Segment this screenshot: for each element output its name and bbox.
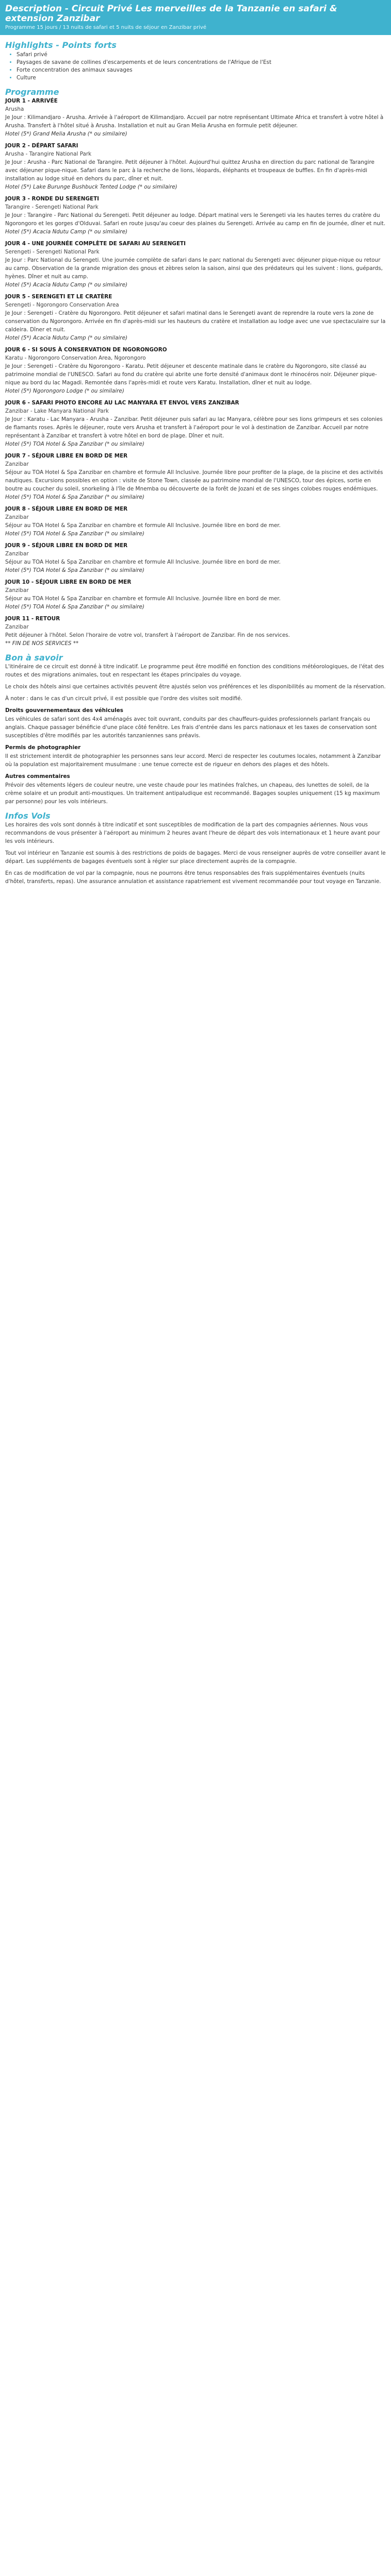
day-title: JOUR 11 - RETOUR xyxy=(5,616,60,622)
program-heading: Programme xyxy=(5,87,59,97)
day-description: Je Jour : Karatu - Lac Manyara - Arusha - Zanzibar. Petit déjeuner puis safari au lac Manyara, célèbre pour ses lions grimpeurs et ses colonies de flamants roses. Après le déjeuner, route vers Arusha et transfert à l'aéroport pour le vol à destination de Zanzibar. Accueil par notre représentant à Zanzibar et transfert à votre hôtel en bord de plage. Dîner et nuit. xyxy=(5,416,383,439)
day-route: Zanzibar xyxy=(5,461,29,467)
highlight-item: • Culture xyxy=(17,74,386,82)
page xyxy=(0,0,391,897)
day-hotel: Hotel (5*) TOA Hotel & Spa Zanzibar (* ou similaire) xyxy=(5,567,144,573)
flight-info-paragraph: Les horaires des vols sont donnés à titre indicatif et sont susceptibles de modification de la part des compagnies aériennes. Nous vous recommandons de vous présenter à l'aéroport au minimum 2 heures avant l'heure de départ des vols internationaux et 1 heure avant pour les vols intérieurs. xyxy=(5,822,380,844)
day-description: Je Jour : Arusha - Parc National de Tarangire. Petit déjeuner à l'hôtel. Aujourd'hui quittez Arusha en direction du parc national de Tarangire avec déjeuner pique-nique. Safari dans le parc à la recherche de lions, léopards, éléphants et troupeaux de buffles. En fin d'après-midi installation au lodge situé en dehors du parc, dîner et nuit. xyxy=(5,159,374,182)
day-route: Serengeti - Serengeti National Park xyxy=(5,249,100,255)
info-paragraph: À noter : dans le cas d'un circuit privé, il est possible que l'ordre des visites soit modifié. xyxy=(5,696,242,702)
day-block xyxy=(5,240,386,289)
day-block xyxy=(5,505,386,538)
day-hotel: Hotel (5*) TOA Hotel & Spa Zanzibar (* ou similaire) xyxy=(5,494,144,500)
day-block xyxy=(5,97,386,138)
day-title: JOUR 6 - SAFARI PHOTO ENCORE AU LAC MANYARA ET ENVOL VERS ZANZIBAR xyxy=(5,400,239,406)
info-paragraph: Le choix des hôtels ainsi que certaines activités peuvent être ajustés selon vos préférences et les disponibilités au moment de la réservation. xyxy=(5,684,386,690)
day-title: JOUR 6 - SI SOUS À CONSERVATION DE NGORONGORO xyxy=(5,347,167,353)
page-title: Description - Circuit Privé Les merveilles de la Tanzanie en safari & extension Zanzibar xyxy=(5,4,337,24)
highlights-heading: Highlights - Points forts xyxy=(5,40,117,50)
subsection-title: Droits gouvernementaux des véhicules xyxy=(5,707,123,714)
day-title: JOUR 3 - RONDE DU SERENGETI xyxy=(5,196,100,202)
flight-info-paragraph: En cas de modification de vol par la compagnie, nous ne pourrons être tenus responsables des frais supplémentaires éventuels (nuits d'hôtel, transferts, repas). Une assurance annulation et assistance rapatriement est vivement recommandée pour tout voyage en Tanzanie. xyxy=(5,870,381,885)
highlights-list xyxy=(5,51,386,82)
good-to-know-heading: Bon à savoir xyxy=(5,653,63,663)
subsection-text: Il est strictement interdit de photographier les personnes sans leur accord. Merci de respecter les coutumes locales, notamment à Zanzibar où la population est majoritairement musulmane : une tenue correcte est de rigueur en dehors des plages et des hôtels. xyxy=(5,753,381,768)
day-route: Serengeti - Ngorongoro Conservation Area xyxy=(5,302,119,308)
day-hotel: Hotel (5*) TOA Hotel & Spa Zanzibar (* ou similaire) xyxy=(5,441,144,447)
day-hotel: Hotel (5*) Acacia Ndutu Camp (* ou similaire) xyxy=(5,229,128,235)
main-content xyxy=(0,40,391,886)
day-hotel: Hotel (5*) Lake Burunge Bushbuck Tented Lodge (* ou similaire) xyxy=(5,184,177,190)
day-title: JOUR 4 - UNE JOURNÉE COMPLÈTE DE SAFARI AU SERENGETI xyxy=(5,241,186,247)
day-route: Arusha - Tarangire National Park xyxy=(5,151,92,157)
day-block xyxy=(5,615,386,648)
day-route: Tarangire - Serengeti National Park xyxy=(5,204,99,210)
day-title: JOUR 2 - DÉPART SAFARI xyxy=(5,143,78,149)
day-block xyxy=(5,578,386,611)
highlights-section xyxy=(5,40,386,82)
subsection-title: Permis de photographier xyxy=(5,744,81,751)
day-hotel: Hotel (5*) Ngorongoro Lodge (* ou similaire) xyxy=(5,388,124,394)
day-description: Je Jour : Parc National du Serengeti. Une journée complète de safari dans le parc national du Serengeti avec déjeuner pique-nique ou retour au camp. Observation de la grande migration des gnous et zèbres selon la saison, ainsi que des prédateurs qui les suivent : lions, guépards, hyènes. Dîner et nuit au camp. xyxy=(5,257,383,280)
day-description: Séjour au TOA Hotel & Spa Zanzibar en chambre et formule All Inclusive. Journée libre en bord de mer. xyxy=(5,596,281,602)
day-description: Petit déjeuner à l'hôtel. Selon l'horaire de votre vol, transfert à l'aéroport de Zanzibar. Fin de nos services. xyxy=(5,632,290,638)
day-description: Séjour au TOA Hotel & Spa Zanzibar en chambre et formule All Inclusive. Journée libre pour profiter de la plage, de la piscine et des activités nautiques. Excursions possibles en option : visite de Stone Town, classée au patrimoine mondial de l'UNESCO, tour des épices, sortie en boutre au coucher du soleil, snorkeling à l'île de Mnemba ou découverte de la forêt de Jozani et de ses singes colobes rouges endémiques. xyxy=(5,469,383,492)
day-route: Zanzibar xyxy=(5,551,29,557)
day-hotel: Hotel (5*) Acacia Ndutu Camp (* ou similaire) xyxy=(5,282,128,288)
day-block xyxy=(5,541,386,574)
subsection-title: Autres commentaires xyxy=(5,773,70,779)
day-hotel: Hotel (5*) Grand Melia Arusha (* ou similaire) xyxy=(5,131,127,137)
flight-info-heading: Infos Vols xyxy=(5,811,51,821)
title-banner xyxy=(0,0,391,35)
day-block xyxy=(5,399,386,448)
day-block xyxy=(5,452,386,501)
day-block xyxy=(5,293,386,342)
subsection-text: Prévoir des vêtements légers de couleur neutre, une veste chaude pour les matinées fraîches, un chapeau, des lunettes de soleil, de la crème solaire et un produit anti-moustiques. Un traitement antipaludique est recommandé. Bagages souples uniquement (15 kg maximum par personne) pour les vols intérieurs. xyxy=(5,782,380,805)
day-description: Je Jour : Serengeti - Cratère du Ngorongoro - Karatu. Petit déjeuner et descente matinale dans le cratère du Ngorongoro, site classé au patrimoine mondial de l'UNESCO. Safari au fond du cratère qui abrite une forte densité d'animaux dont le rhinocéros noir. Déjeuner pique-nique au bord du lac Magadi. Remontée dans l'après-midi et route vers Karatu. Installation, dîner et nuit au lodge. xyxy=(5,363,377,386)
day-description: Je Jour : Serengeti - Cratère du Ngorongoro. Petit déjeuner et safari matinal dans le Serengeti avant de reprendre la route vers la zone de conservation du Ngorongoro. Arrivée en fin d'après-midi sur les hauteurs du cratère et installation au lodge avec une vue spectaculaire sur la caldeira. Dîner et nuit. xyxy=(5,310,386,333)
day-hotel: Hotel (5*) TOA Hotel & Spa Zanzibar (* ou similaire) xyxy=(5,531,144,537)
day-route: Zanzibar - Lake Manyara National Park xyxy=(5,408,109,414)
day-route: Zanzibar xyxy=(5,514,29,520)
day-block xyxy=(5,195,386,236)
day-title: JOUR 5 - SERENGETI ET LE CRATÈRE xyxy=(5,294,112,300)
day-title: JOUR 10 - SÉJOUR LIBRE EN BORD DE MER xyxy=(5,579,132,585)
program-section xyxy=(5,87,386,648)
day-title: JOUR 9 - SÉJOUR LIBRE EN BORD DE MER xyxy=(5,543,128,549)
info-paragraph: L'itinéraire de ce circuit est donné à titre indicatif. Le programme peut être modifié en fonction des conditions météorologiques, de l'état des routes et des migrations animales, tout en respectant les étapes principales du voyage. xyxy=(5,664,384,678)
day-description: Je Jour : Tarangire - Parc National du Serengeti. Petit déjeuner au lodge. Départ matinal vers le Serengeti via les hautes terres du cratère du Ngorongoro et les gorges d'Olduvai. Safari en route jusqu'au coeur des plaines du Serengeti. Arrivée au camp en fin de journée, dîner et nuit. xyxy=(5,212,386,227)
page-subtitle: Programme 15 jours / 13 nuits de safari et 5 nuits de séjour en Zanzibar privé xyxy=(5,25,207,30)
day-route: Arusha xyxy=(5,106,24,112)
highlight-item: • Forte concentration des animaux sauvages xyxy=(17,66,386,74)
good-to-know-section xyxy=(5,653,386,806)
day-hotel: Hotel (5*) Acacia Ndutu Camp (* ou similaire) xyxy=(5,335,128,341)
day-title: JOUR 8 - SÉJOUR LIBRE EN BORD DE MER xyxy=(5,506,128,512)
day-route: Zanzibar xyxy=(5,587,29,594)
day-description: Je Jour : Kilimandjaro - Arusha. Arrivée à l'aéroport de Kilimandjaro. Accueil par notre représentant Ultimate Africa et transfert à votre hôtel à Arusha. Transfert à l'hôtel situé à Arusha. Installation et nuit au Gran Melia Arusha en formule petit déjeuner. xyxy=(5,114,384,129)
day-title: JOUR 1 - ARRIVÉE xyxy=(5,98,58,104)
flight-info-section xyxy=(5,811,386,886)
flight-info-paragraph: Tout vol intérieur en Tanzanie est soumis à des restrictions de poids de bagages. Merci de vous renseigner auprès de votre conseiller avant le départ. Les suppléments de bagages éventuels sont à régler sur place directement auprès de la compagnie. xyxy=(5,850,386,865)
day-block xyxy=(5,142,386,191)
highlight-item: • Paysages de savane de collines d'escarpements et de leurs concentrations de l'Afrique de l'Est xyxy=(17,59,386,66)
day-description: Séjour au TOA Hotel & Spa Zanzibar en chambre et formule All Inclusive. Journée libre en bord de mer. xyxy=(5,522,281,529)
day-block xyxy=(5,346,386,395)
subsection-text: Les véhicules de safari sont des 4x4 aménagés avec toit ouvrant, conduits par des chauffeurs-guides professionnels parlant français ou anglais. Chaque passager bénéficie d'une place côté fenêtre. Les frais d'entrée dans les parcs nationaux et les taxes de conservation sont susceptibles d'être modifiés par les autorités tanzaniennes sans préavis. xyxy=(5,716,377,739)
day-hotel: ** FIN DE NOS SERVICES ** xyxy=(5,640,79,647)
highlight-item: • Safari privé xyxy=(17,51,386,59)
day-route: Zanzibar xyxy=(5,624,29,630)
day-description: Séjour au TOA Hotel & Spa Zanzibar en chambre et formule All Inclusive. Journée libre en bord de mer. xyxy=(5,559,281,565)
day-title: JOUR 7 - SÉJOUR LIBRE EN BORD DE MER xyxy=(5,453,128,459)
day-route: Karatu - Ngorongoro Conservation Area, Ngorongoro xyxy=(5,355,146,361)
day-hotel: Hotel (5*) TOA Hotel & Spa Zanzibar (* ou similaire) xyxy=(5,604,144,610)
